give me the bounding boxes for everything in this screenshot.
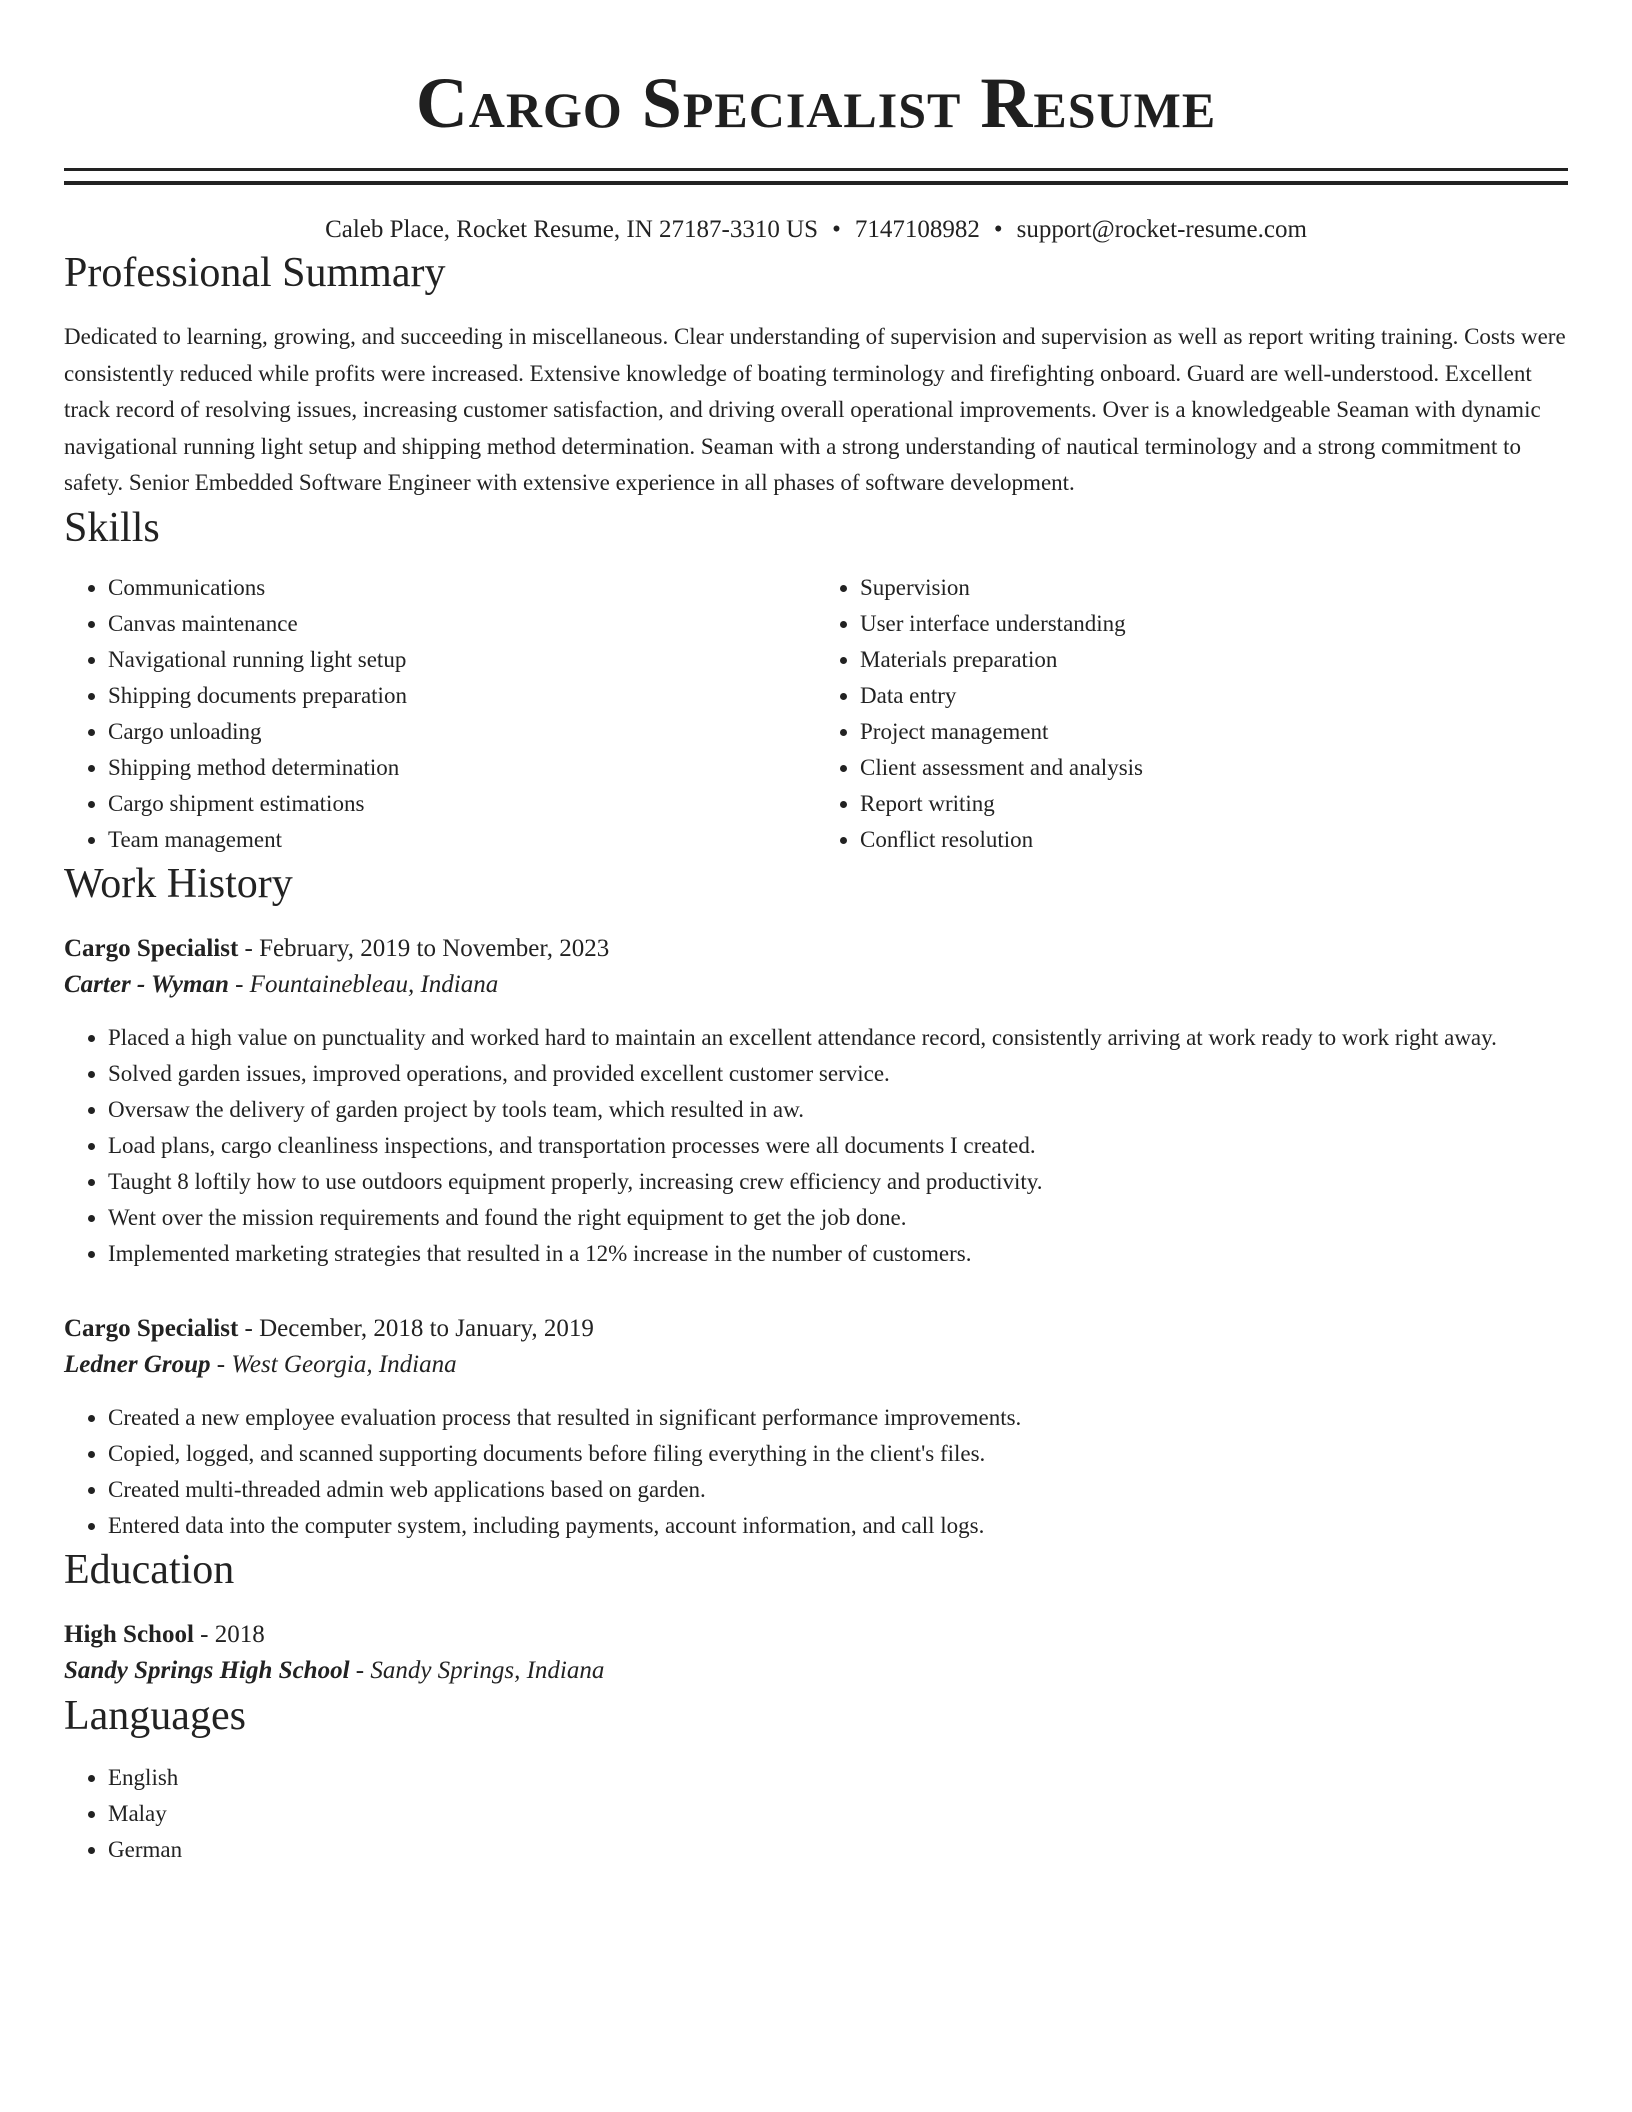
contact-separator: •: [993, 216, 1003, 243]
contact-email: support@rocket-resume.com: [1016, 216, 1307, 243]
skill-item: • Report writing: [860, 786, 1568, 822]
job-bullet: • Implemented marketing strategies that resulted in a 12% increase in the number of customers.: [108, 1236, 1568, 1272]
languages-heading: Languages: [64, 1692, 246, 1739]
language-item: • English: [108, 1760, 1568, 1796]
job-dates: - December, 2018 to January, 2019: [238, 1314, 594, 1342]
contact-separator: •: [832, 216, 841, 243]
job-company-line: [64, 1346, 1568, 1384]
job-bullet: • Went over the mission requirements and found the right equipment to get the job done.: [108, 1200, 1568, 1236]
education-degree: High School: [64, 1620, 194, 1648]
skill-item: • Cargo unloading: [108, 714, 816, 750]
contact-phone: 7147108982: [854, 216, 980, 243]
job-bullet: • Created multi-threaded admin web applications based on garden.: [108, 1472, 1568, 1508]
skill-item: • Shipping documents preparation: [108, 678, 816, 714]
skill-item: • Data entry: [860, 678, 1568, 714]
job-location: - West Georgia, Indiana: [210, 1350, 457, 1378]
skill-item: • Cargo shipment estimations: [108, 786, 816, 822]
page-title: Cargo Specialist Resume: [415, 63, 1217, 143]
job-bullet: • Placed a high value on punctuality and worked hard to maintain an excellent attendance record, consistently arriving at work ready to work right away.: [108, 1020, 1568, 1056]
job-bullet: • Load plans, cargo cleanliness inspections, and transportation processes were all documents I created.: [108, 1128, 1568, 1164]
education-heading: Education: [64, 1546, 235, 1593]
job-bullet: • Solved garden issues, improved operations, and provided excellent customer service.: [108, 1056, 1568, 1092]
skill-item: • Conflict resolution: [860, 822, 1568, 858]
skill-item: • Project management: [860, 714, 1568, 750]
summary-heading: Professional Summary: [64, 250, 446, 296]
job-entry: [64, 932, 1568, 1272]
skill-item: • Communications: [108, 570, 816, 606]
language-item: • German: [108, 1832, 1568, 1868]
job-dates: - February, 2019 to November, 2023: [238, 934, 610, 962]
job-bullet: • Copied, logged, and scanned supporting documents before filing everything in the client's files.: [108, 1436, 1568, 1472]
job-bullet: • Created a new employee evaluation process that resulted in significant performance improvements.: [108, 1400, 1568, 1436]
skills-columns: [64, 570, 1568, 858]
education-location: - Sandy Springs, Indiana: [349, 1656, 605, 1684]
skill-item: • Shipping method determination: [108, 750, 816, 786]
language-item: • Malay: [108, 1796, 1568, 1832]
summary-text: Dedicated to learning, growing, and succeeding in miscellaneous. Clear understanding of supervision and supervision as well as report writing training. Costs were consistently reduced while profits were increased. Extensive knowledge of boating terminology and firefighting onboard. Guard are well-understood. Excellent track record of resolving issues, increasing customer satisfaction, and driving overall operational improvements. Over is a knowledgeable Seaman with dynamic navigational running light setup and shipping method determination. Seaman with a strong understanding of nautical terminology and a strong commitment to safety. Senior Embedded Software Engineer with extensive experience in all phases of software development.: [64, 324, 1566, 495]
job-bullet: • Taught 8 loftily how to use outdoors equipment properly, increasing crew efficiency and productivity.: [108, 1164, 1568, 1200]
contact-line: [64, 213, 1568, 247]
skill-item: • Client assessment and analysis: [860, 750, 1568, 786]
title-divider: [64, 168, 1568, 185]
contact-address: Caleb Place, Rocket Resume, IN 27187-3310 US: [325, 216, 819, 243]
education-year: - 2018: [193, 1620, 265, 1648]
skills-heading: Skills: [64, 504, 160, 551]
education-school-line: [64, 1652, 1568, 1690]
job-company-line: [64, 966, 1568, 1004]
job-title: Cargo Specialist: [64, 934, 239, 962]
job-title: Cargo Specialist: [64, 1314, 239, 1342]
job-bullets: [64, 1020, 1568, 1272]
skills-list-left: [64, 570, 816, 858]
skill-item: • Supervision: [860, 570, 1568, 606]
skill-item: • Navigational running light setup: [108, 642, 816, 678]
skill-item: • Canvas maintenance: [108, 606, 816, 642]
job-title-line: [64, 932, 1568, 966]
education-degree-line: [64, 1618, 1568, 1652]
skill-item: • Team management: [108, 822, 816, 858]
job-entry: [64, 1312, 1568, 1544]
job-location: - Fountainebleau, Indiana: [228, 970, 499, 998]
job-company: Carter - Wyman: [64, 970, 229, 998]
job-bullets: [64, 1400, 1568, 1544]
work-history-heading: Work History: [64, 860, 293, 907]
skill-item: • User interface understanding: [860, 606, 1568, 642]
job-bullet: • Oversaw the delivery of garden project by tools team, which resulted in aw.: [108, 1092, 1568, 1128]
job-title-line: [64, 1312, 1568, 1346]
job-bullet: • Entered data into the computer system, including payments, account information, and call logs.: [108, 1508, 1568, 1544]
languages-list: [64, 1760, 1568, 1868]
education-school: Sandy Springs High School: [64, 1656, 350, 1684]
skills-list-right: [816, 570, 1568, 858]
job-company: Ledner Group: [64, 1350, 211, 1378]
skill-item: • Materials preparation: [860, 642, 1568, 678]
